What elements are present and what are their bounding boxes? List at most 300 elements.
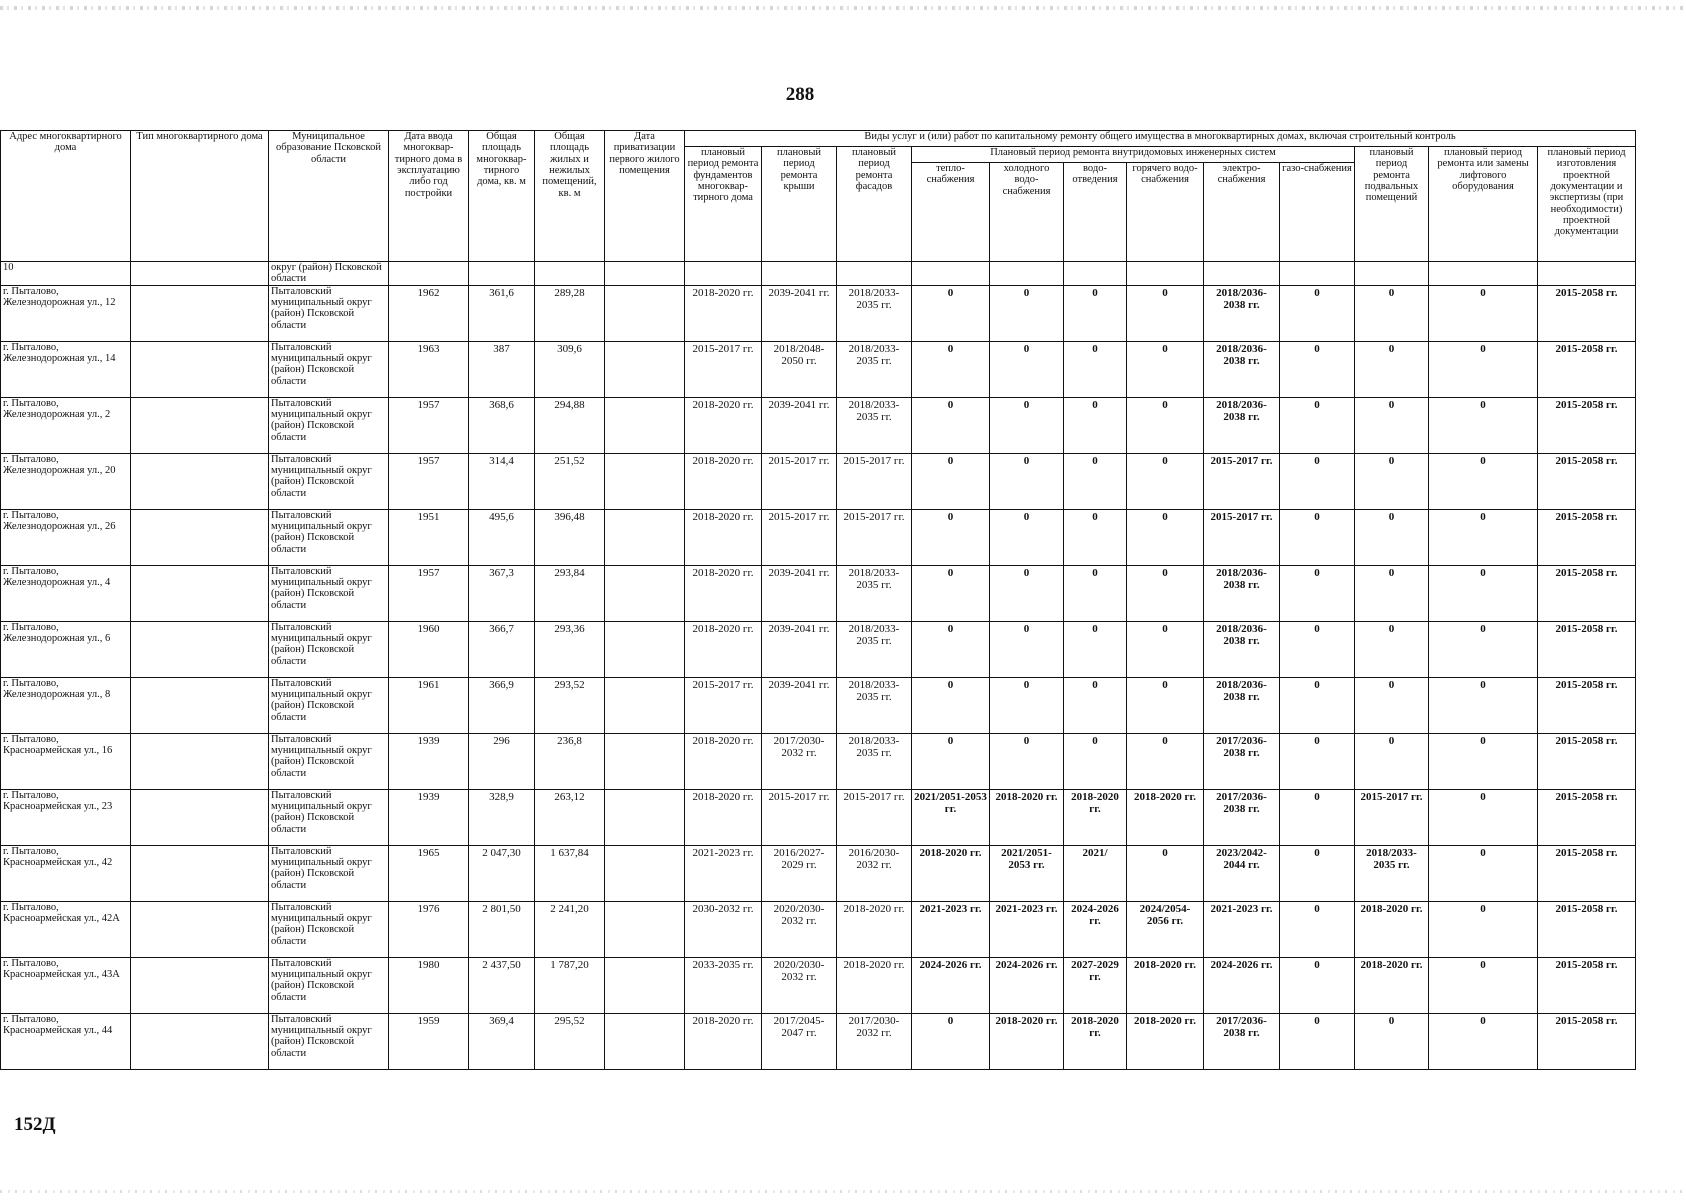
cell-cold-water: 0 [990, 341, 1064, 397]
scan-artifact-top [0, 6, 1686, 10]
cell-heat: 0 [912, 341, 990, 397]
cell-sewerage: 0 [1064, 341, 1127, 397]
header-elevator: плановый период ремонта или замены лифтового оборудования [1429, 147, 1538, 262]
header-basement: плановый период ремонта подвальных помещений [1355, 147, 1429, 262]
cell-year: 1976 [389, 901, 469, 957]
cell-basement: 0 [1355, 341, 1429, 397]
cell-year: 1957 [389, 453, 469, 509]
empty-cell [1204, 262, 1280, 286]
cell-cold-water: 0 [990, 565, 1064, 621]
cell-facade: 2018-2020 гг. [837, 901, 912, 957]
cell-facade: 2016/2030-2032 гг. [837, 845, 912, 901]
cell-gas: 0 [1280, 621, 1355, 677]
cell-foundation: 2021-2023 гг. [685, 845, 762, 901]
continuation-row [1, 262, 1636, 286]
cell-sewerage: 0 [1064, 509, 1127, 565]
cell-year: 1939 [389, 789, 469, 845]
cell-cold-water: 0 [990, 621, 1064, 677]
cell-electric: 2021-2023 гг. [1204, 901, 1280, 957]
cell-address: г. Пыталово, Железнодорожная ул., 20 [1, 453, 131, 509]
cell-sewerage: 0 [1064, 565, 1127, 621]
cell-hot-water: 0 [1127, 565, 1204, 621]
cell-electric: 2017/2036-2038 гг. [1204, 1013, 1280, 1069]
empty-cell [535, 262, 605, 286]
cell-municipality: Пыталовский муниципальный округ (район) Псковской области [269, 565, 389, 621]
cell-privatization [605, 789, 685, 845]
cell-privatization [605, 957, 685, 1013]
cell-gas: 0 [1280, 1013, 1355, 1069]
cell-house-type [131, 789, 269, 845]
cell-living-area: 293,84 [535, 565, 605, 621]
header-living-area: Общая площадь жилых и нежилых помещений, кв. м [535, 131, 605, 262]
cell-roof: 2039-2041 гг. [762, 565, 837, 621]
cell-sewerage: 0 [1064, 453, 1127, 509]
cell-hot-water: 0 [1127, 509, 1204, 565]
cell-design: 2015-2058 гг. [1538, 397, 1636, 453]
cell-cold-water: 2018-2020 гг. [990, 789, 1064, 845]
cell-electric: 2018/2036-2038 гг. [1204, 621, 1280, 677]
cell-electric: 2018/2036-2038 гг. [1204, 565, 1280, 621]
cell-sewerage: 0 [1064, 397, 1127, 453]
cell-address: г. Пыталово, Красноармейская ул., 23 [1, 789, 131, 845]
empty-cell [1355, 262, 1429, 286]
cell-living-area: 293,52 [535, 677, 605, 733]
cell-hot-water: 2018-2020 гг. [1127, 957, 1204, 1013]
cell-hot-water: 0 [1127, 733, 1204, 789]
cell-cold-water: 2021-2023 гг. [990, 901, 1064, 957]
cell-heat: 0 [912, 453, 990, 509]
cell-address: г. Пыталово, Железнодорожная ул., 8 [1, 677, 131, 733]
cell-sewerage: 0 [1064, 733, 1127, 789]
cell-heat: 2024-2026 гг. [912, 957, 990, 1013]
cell-facade: 2015-2017 гг. [837, 789, 912, 845]
cell-hot-water: 0 [1127, 845, 1204, 901]
cell-elevator: 0 [1429, 509, 1538, 565]
cell-address: г. Пыталово, Железнодорожная ул., 12 [1, 285, 131, 341]
cell-gas: 0 [1280, 733, 1355, 789]
cell-municipality: Пыталовский муниципальный округ (район) Псковской области [269, 453, 389, 509]
cell-elevator: 0 [1429, 957, 1538, 1013]
cell-basement: 2018-2020 гг. [1355, 901, 1429, 957]
cell-cold-water: 2018-2020 гг. [990, 1013, 1064, 1069]
cell-cold-water: 0 [990, 677, 1064, 733]
cell-heat: 2018-2020 гг. [912, 845, 990, 901]
cell-elevator: 0 [1429, 733, 1538, 789]
cell-living-area: 295,52 [535, 1013, 605, 1069]
cell-foundation: 2018-2020 гг. [685, 565, 762, 621]
cell-hot-water: 0 [1127, 621, 1204, 677]
empty-cell [605, 262, 685, 286]
table-row [1, 845, 1636, 901]
cell-elevator: 0 [1429, 621, 1538, 677]
cell-total-area: 361,6 [469, 285, 535, 341]
cell-gas: 0 [1280, 565, 1355, 621]
empty-cell [837, 262, 912, 286]
cell-municipality: Пыталовский муниципальный округ (район) Псковской области [269, 845, 389, 901]
header-heat: тепло-снабжения [912, 163, 990, 262]
cell-year: 1959 [389, 1013, 469, 1069]
cell-privatization [605, 285, 685, 341]
cell-total-area: 387 [469, 341, 535, 397]
cell-roof: 2039-2041 гг. [762, 621, 837, 677]
cell-facade: 2018/2033-2035 гг. [837, 285, 912, 341]
cell-house-type [131, 565, 269, 621]
cell-roof: 2039-2041 гг. [762, 285, 837, 341]
cell-hot-water: 2018-2020 гг. [1127, 1013, 1204, 1069]
cell-gas: 0 [1280, 341, 1355, 397]
cell-living-area: 2 241,20 [535, 901, 605, 957]
cell-facade: 2018/2033-2035 гг. [837, 341, 912, 397]
cell-total-area: 367,3 [469, 565, 535, 621]
cell-address: г. Пыталово, Железнодорожная ул., 14 [1, 341, 131, 397]
cell-privatization [605, 341, 685, 397]
table-row [1, 509, 1636, 565]
cell-design: 2015-2058 гг. [1538, 789, 1636, 845]
cell-sewerage: 2021/ [1064, 845, 1127, 901]
cell-total-area: 2 437,50 [469, 957, 535, 1013]
cell-design: 2015-2058 гг. [1538, 957, 1636, 1013]
cell-facade: 2018/2033-2035 гг. [837, 621, 912, 677]
cell-foundation: 2018-2020 гг. [685, 733, 762, 789]
capital-repair-table [0, 130, 1636, 1070]
cell-address: г. Пыталово, Железнодорожная ул., 2 [1, 397, 131, 453]
cell-basement: 2015-2017 гг. [1355, 789, 1429, 845]
cell-address: г. Пыталово, Железнодорожная ул., 6 [1, 621, 131, 677]
table-row [1, 453, 1636, 509]
cell-gas: 0 [1280, 901, 1355, 957]
cell-year: 1965 [389, 845, 469, 901]
empty-cell [912, 262, 990, 286]
cell-foundation: 2018-2020 гг. [685, 397, 762, 453]
header-facade: плановый период ремонта фасадов [837, 147, 912, 262]
cell-roof: 2016/2027-2029 гг. [762, 845, 837, 901]
cell-living-area: 263,12 [535, 789, 605, 845]
cell-facade: 2018/2033-2035 гг. [837, 677, 912, 733]
cell-electric: 2017/2036-2038 гг. [1204, 789, 1280, 845]
cell-electric: 2018/2036-2038 гг. [1204, 397, 1280, 453]
cell-design: 2015-2058 гг. [1538, 901, 1636, 957]
cell-facade: 2018/2033-2035 гг. [837, 733, 912, 789]
cell-foundation: 2015-2017 гг. [685, 677, 762, 733]
cell-year: 1951 [389, 509, 469, 565]
cell-year: 1962 [389, 285, 469, 341]
cell-elevator: 0 [1429, 789, 1538, 845]
header-total-area: Общая площадь многоквар-тирного дома, кв. м [469, 131, 535, 262]
empty-cell [1538, 262, 1636, 286]
cell-privatization [605, 621, 685, 677]
cell-design: 2015-2058 гг. [1538, 341, 1636, 397]
cell-elevator: 0 [1429, 845, 1538, 901]
table-row [1, 733, 1636, 789]
continuation-municipality: округ (район) Псковской области [269, 262, 389, 286]
cell-address: г. Пыталово, Красноармейская ул., 43А [1, 957, 131, 1013]
cell-sewerage: 2018-2020 гг. [1064, 1013, 1127, 1069]
cell-living-area: 251,52 [535, 453, 605, 509]
header-engineering-group: Плановый период ремонта внутридомовых инженерных систем [912, 147, 1355, 163]
cell-elevator: 0 [1429, 901, 1538, 957]
cell-elevator: 0 [1429, 397, 1538, 453]
table-row [1, 341, 1636, 397]
cell-foundation: 2018-2020 гг. [685, 285, 762, 341]
empty-cell [469, 262, 535, 286]
cell-sewerage: 0 [1064, 621, 1127, 677]
cell-gas: 0 [1280, 789, 1355, 845]
cell-privatization [605, 677, 685, 733]
cell-electric: 2018/2036-2038 гг. [1204, 677, 1280, 733]
cell-house-type [131, 453, 269, 509]
cell-address: г. Пыталово, Железнодорожная ул., 4 [1, 565, 131, 621]
cell-living-area: 1 787,20 [535, 957, 605, 1013]
cell-foundation: 2015-2017 гг. [685, 341, 762, 397]
cell-living-area: 1 637,84 [535, 845, 605, 901]
cell-design: 2015-2058 гг. [1538, 509, 1636, 565]
cell-house-type [131, 957, 269, 1013]
cell-design: 2015-2058 гг. [1538, 733, 1636, 789]
cell-privatization [605, 1013, 685, 1069]
cell-basement: 0 [1355, 733, 1429, 789]
header-address: Адрес многоквартирного дома [1, 131, 131, 262]
header-sewerage: водо-отведения [1064, 163, 1127, 262]
cell-heat: 0 [912, 677, 990, 733]
cell-cold-water: 2021/2051-2053 гг. [990, 845, 1064, 901]
cell-design: 2015-2058 гг. [1538, 565, 1636, 621]
cell-heat: 0 [912, 397, 990, 453]
cell-municipality: Пыталовский муниципальный округ (район) Псковской области [269, 1013, 389, 1069]
cell-electric: 2017/2036-2038 гг. [1204, 733, 1280, 789]
cell-cold-water: 0 [990, 285, 1064, 341]
cell-year: 1980 [389, 957, 469, 1013]
cell-privatization [605, 509, 685, 565]
footer-code: 152Д [14, 1114, 56, 1135]
cell-municipality: Пыталовский муниципальный округ (район) Псковской области [269, 901, 389, 957]
cell-foundation: 2033-2035 гг. [685, 957, 762, 1013]
cell-year: 1939 [389, 733, 469, 789]
cell-house-type [131, 1013, 269, 1069]
cell-basement: 0 [1355, 565, 1429, 621]
cell-design: 2015-2058 гг. [1538, 845, 1636, 901]
cell-basement: 0 [1355, 677, 1429, 733]
cell-basement: 0 [1355, 1013, 1429, 1069]
cell-living-area: 294,88 [535, 397, 605, 453]
table-row [1, 397, 1636, 453]
cell-design: 2015-2058 гг. [1538, 621, 1636, 677]
cell-total-area: 2 801,50 [469, 901, 535, 957]
header-design: плановый период изготовления проектной документации и экспертизы (при необходимости) проектной документации [1538, 147, 1636, 262]
cell-living-area: 289,28 [535, 285, 605, 341]
cell-address: г. Пыталово, Красноармейская ул., 44 [1, 1013, 131, 1069]
cell-sewerage: 0 [1064, 285, 1127, 341]
cell-roof: 2015-2017 гг. [762, 789, 837, 845]
cell-elevator: 0 [1429, 285, 1538, 341]
cell-address: г. Пыталово, Красноармейская ул., 42А [1, 901, 131, 957]
continuation-address: 10 [1, 262, 131, 286]
cell-foundation: 2018-2020 гг. [685, 789, 762, 845]
cell-municipality: Пыталовский муниципальный округ (район) Псковской области [269, 509, 389, 565]
cell-house-type [131, 733, 269, 789]
cell-year: 1961 [389, 677, 469, 733]
cell-hot-water: 0 [1127, 453, 1204, 509]
cell-hot-water: 2018-2020 гг. [1127, 789, 1204, 845]
cell-heat: 0 [912, 733, 990, 789]
table-row [1, 677, 1636, 733]
cell-foundation: 2018-2020 гг. [685, 509, 762, 565]
header-hot-water: горячего водо-снабжения [1127, 163, 1204, 262]
cell-design: 2015-2058 гг. [1538, 677, 1636, 733]
cell-house-type [131, 285, 269, 341]
page-number: 288 [785, 84, 815, 105]
cell-facade: 2017/2030-2032 гг. [837, 1013, 912, 1069]
table-row [1, 957, 1636, 1013]
cell-heat: 2021-2023 гг. [912, 901, 990, 957]
header-roof: плановый период ремонта крыши [762, 147, 837, 262]
header-municipality: Муниципальное образование Псковской области [269, 131, 389, 262]
cell-heat: 0 [912, 621, 990, 677]
cell-foundation: 2018-2020 гг. [685, 453, 762, 509]
cell-sewerage: 2024-2026 гг. [1064, 901, 1127, 957]
cell-roof: 2020/2030-2032 гг. [762, 957, 837, 1013]
cell-privatization [605, 565, 685, 621]
cell-privatization [605, 453, 685, 509]
cell-hot-water: 0 [1127, 341, 1204, 397]
cell-municipality: Пыталовский муниципальный округ (район) Псковской области [269, 733, 389, 789]
cell-municipality: Пыталовский муниципальный округ (район) Псковской области [269, 397, 389, 453]
cell-address: г. Пыталово, Красноармейская ул., 16 [1, 733, 131, 789]
cell-cold-water: 0 [990, 453, 1064, 509]
cell-privatization [605, 733, 685, 789]
empty-cell [131, 262, 269, 286]
empty-cell [685, 262, 762, 286]
cell-elevator: 0 [1429, 453, 1538, 509]
cell-cold-water: 0 [990, 397, 1064, 453]
cell-facade: 2015-2017 гг. [837, 509, 912, 565]
empty-cell [1127, 262, 1204, 286]
cell-year: 1960 [389, 621, 469, 677]
header-cold-water: холодного водо-снабжения [990, 163, 1064, 262]
table-row [1, 565, 1636, 621]
cell-gas: 0 [1280, 453, 1355, 509]
cell-elevator: 0 [1429, 341, 1538, 397]
cell-heat: 0 [912, 285, 990, 341]
cell-year: 1963 [389, 341, 469, 397]
cell-facade: 2018/2033-2035 гг. [837, 397, 912, 453]
cell-heat: 0 [912, 509, 990, 565]
cell-gas: 0 [1280, 845, 1355, 901]
cell-heat: 2021/2051-2053 гг. [912, 789, 990, 845]
cell-total-area: 314,4 [469, 453, 535, 509]
cell-roof: 2018/2048-2050 гг. [762, 341, 837, 397]
cell-electric: 2018/2036-2038 гг. [1204, 341, 1280, 397]
cell-basement: 2018-2020 гг. [1355, 957, 1429, 1013]
cell-municipality: Пыталовский муниципальный округ (район) Псковской области [269, 341, 389, 397]
cell-foundation: 2018-2020 гг. [685, 1013, 762, 1069]
cell-foundation: 2018-2020 гг. [685, 621, 762, 677]
cell-design: 2015-2058 гг. [1538, 285, 1636, 341]
cell-facade: 2018-2020 гг. [837, 957, 912, 1013]
cell-privatization [605, 901, 685, 957]
cell-design: 2015-2058 гг. [1538, 1013, 1636, 1069]
header-electric: электро-снабжения [1204, 163, 1280, 262]
cell-elevator: 0 [1429, 677, 1538, 733]
cell-gas: 0 [1280, 285, 1355, 341]
cell-privatization [605, 845, 685, 901]
empty-cell [1064, 262, 1127, 286]
scan-artifact-bottom [0, 1190, 1686, 1193]
cell-elevator: 0 [1429, 1013, 1538, 1069]
header-works-group: Виды услуг и (или) работ по капитальному ремонту общего имущества в многоквартирных домах, включая строительный контроль [685, 131, 1636, 147]
cell-roof: 2039-2041 гг. [762, 397, 837, 453]
cell-municipality: Пыталовский муниципальный округ (район) Псковской области [269, 285, 389, 341]
cell-house-type [131, 901, 269, 957]
cell-total-area: 369,4 [469, 1013, 535, 1069]
cell-total-area: 2 047,30 [469, 845, 535, 901]
cell-living-area: 309,6 [535, 341, 605, 397]
cell-basement: 2018/2033-2035 гг. [1355, 845, 1429, 901]
cell-hot-water: 0 [1127, 677, 1204, 733]
cell-house-type [131, 677, 269, 733]
cell-electric: 2024-2026 гг. [1204, 957, 1280, 1013]
cell-municipality: Пыталовский муниципальный округ (район) Псковской области [269, 621, 389, 677]
cell-year: 1957 [389, 565, 469, 621]
cell-total-area: 495,6 [469, 509, 535, 565]
table-row [1, 1013, 1636, 1069]
empty-cell [389, 262, 469, 286]
cell-gas: 0 [1280, 397, 1355, 453]
cell-basement: 0 [1355, 285, 1429, 341]
cell-sewerage: 2018-2020 гг. [1064, 789, 1127, 845]
cell-electric: 2023/2042-2044 гг. [1204, 845, 1280, 901]
cell-hot-water: 2024/2054-2056 гг. [1127, 901, 1204, 957]
cell-cold-water: 0 [990, 733, 1064, 789]
cell-cold-water: 0 [990, 509, 1064, 565]
cell-total-area: 366,9 [469, 677, 535, 733]
cell-roof: 2020/2030-2032 гг. [762, 901, 837, 957]
empty-cell [1280, 262, 1355, 286]
cell-living-area: 396,48 [535, 509, 605, 565]
empty-cell [1429, 262, 1538, 286]
cell-sewerage: 0 [1064, 677, 1127, 733]
cell-facade: 2018/2033-2035 гг. [837, 565, 912, 621]
cell-basement: 0 [1355, 621, 1429, 677]
cell-gas: 0 [1280, 957, 1355, 1013]
cell-municipality: Пыталовский муниципальный округ (район) Псковской области [269, 677, 389, 733]
cell-roof: 2017/2045-2047 гг. [762, 1013, 837, 1069]
cell-gas: 0 [1280, 677, 1355, 733]
cell-living-area: 236,8 [535, 733, 605, 789]
cell-roof: 2017/2030-2032 гг. [762, 733, 837, 789]
cell-total-area: 296 [469, 733, 535, 789]
header-foundation: плановый период ремонта фундаментов многоквар-тирного дома [685, 147, 762, 262]
cell-roof: 2015-2017 гг. [762, 509, 837, 565]
cell-house-type [131, 621, 269, 677]
cell-hot-water: 0 [1127, 397, 1204, 453]
cell-gas: 0 [1280, 509, 1355, 565]
cell-total-area: 328,9 [469, 789, 535, 845]
header-gas: газо-снабжения [1280, 163, 1355, 262]
cell-basement: 0 [1355, 509, 1429, 565]
table-row [1, 285, 1636, 341]
cell-house-type [131, 341, 269, 397]
cell-heat: 0 [912, 565, 990, 621]
table-row [1, 621, 1636, 677]
cell-total-area: 368,6 [469, 397, 535, 453]
cell-heat: 0 [912, 1013, 990, 1069]
cell-cold-water: 2024-2026 гг. [990, 957, 1064, 1013]
cell-address: г. Пыталово, Железнодорожная ул., 26 [1, 509, 131, 565]
cell-living-area: 293,36 [535, 621, 605, 677]
cell-municipality: Пыталовский муниципальный округ (район) Псковской области [269, 789, 389, 845]
cell-hot-water: 0 [1127, 285, 1204, 341]
cell-elevator: 0 [1429, 565, 1538, 621]
